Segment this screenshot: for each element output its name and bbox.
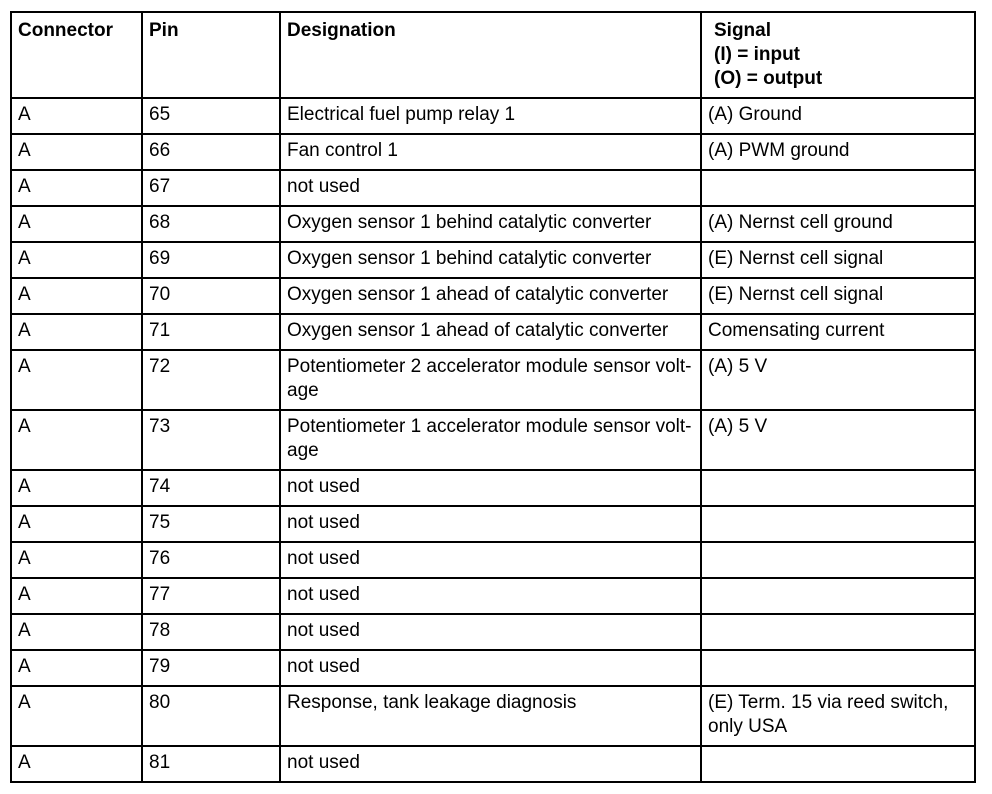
cell-connector: A xyxy=(11,614,142,650)
table-row xyxy=(11,98,975,134)
cell-signal: (E) Nernst cell signal xyxy=(701,278,975,314)
header-designation: Designation xyxy=(280,12,701,98)
cell-designation: not used xyxy=(280,746,701,782)
cell-signal xyxy=(701,170,975,206)
table-row xyxy=(11,278,975,314)
cell-signal xyxy=(701,614,975,650)
cell-connector: A xyxy=(11,650,142,686)
header-signal-title: Signal xyxy=(714,20,772,41)
table-row xyxy=(11,746,975,782)
cell-signal xyxy=(701,470,975,506)
cell-pin: 68 xyxy=(142,206,280,242)
cell-signal: (E) Term. 15 via reed switch, only USA xyxy=(701,686,975,746)
table-row xyxy=(11,578,975,614)
cell-signal xyxy=(701,578,975,614)
cell-pin: 66 xyxy=(142,134,280,170)
table-row xyxy=(11,686,975,746)
cell-designation: Oxygen sensor 1 ahead of catalytic converter xyxy=(280,278,701,314)
table-row xyxy=(11,170,975,206)
cell-connector: A xyxy=(11,134,142,170)
cell-designation: Fan control 1 xyxy=(280,134,701,170)
header-signal-input-legend: (I) = input xyxy=(714,44,801,65)
cell-pin: 67 xyxy=(142,170,280,206)
header-pin: Pin xyxy=(142,12,280,98)
cell-designation: not used xyxy=(280,614,701,650)
cell-signal: (A) 5 V xyxy=(701,410,975,470)
cell-signal xyxy=(701,746,975,782)
table-row xyxy=(11,614,975,650)
cell-signal: (A) Ground xyxy=(701,98,975,134)
cell-signal: Comensating current xyxy=(701,314,975,350)
cell-pin: 75 xyxy=(142,506,280,542)
cell-connector: A xyxy=(11,206,142,242)
cell-pin: 72 xyxy=(142,350,280,410)
cell-pin: 71 xyxy=(142,314,280,350)
cell-connector: A xyxy=(11,578,142,614)
cell-designation: Response, tank leakage diagnosis xyxy=(280,686,701,746)
cell-designation: Potentiometer 2 accelerator module sensor volt-age xyxy=(280,350,701,410)
cell-pin: 65 xyxy=(142,98,280,134)
table-row xyxy=(11,134,975,170)
table-row xyxy=(11,242,975,278)
header-signal xyxy=(701,12,975,98)
cell-designation: not used xyxy=(280,170,701,206)
cell-pin: 69 xyxy=(142,242,280,278)
cell-connector: A xyxy=(11,278,142,314)
cell-connector: A xyxy=(11,170,142,206)
cell-signal: (A) Nernst cell ground xyxy=(701,206,975,242)
cell-connector: A xyxy=(11,746,142,782)
cell-pin: 70 xyxy=(142,278,280,314)
table-row xyxy=(11,470,975,506)
cell-signal: (A) PWM ground xyxy=(701,134,975,170)
table-row xyxy=(11,314,975,350)
cell-connector: A xyxy=(11,98,142,134)
cell-pin: 76 xyxy=(142,542,280,578)
cell-designation: not used xyxy=(280,578,701,614)
cell-connector: A xyxy=(11,506,142,542)
cell-designation: Oxygen sensor 1 ahead of catalytic converter xyxy=(280,314,701,350)
cell-connector: A xyxy=(11,470,142,506)
cell-pin: 81 xyxy=(142,746,280,782)
cell-signal xyxy=(701,506,975,542)
cell-designation: not used xyxy=(280,650,701,686)
cell-pin: 74 xyxy=(142,470,280,506)
table-row xyxy=(11,542,975,578)
cell-signal xyxy=(701,542,975,578)
cell-pin: 78 xyxy=(142,614,280,650)
cell-connector: A xyxy=(11,242,142,278)
header-signal-output-legend: (O) = output xyxy=(714,68,823,89)
table-row xyxy=(11,410,975,470)
header-connector: Connector xyxy=(11,12,142,98)
table-body xyxy=(11,98,975,782)
table-row xyxy=(11,506,975,542)
cell-connector: A xyxy=(11,410,142,470)
cell-pin: 79 xyxy=(142,650,280,686)
table-header xyxy=(11,12,975,98)
table-row xyxy=(11,206,975,242)
header-row xyxy=(11,12,975,98)
cell-pin: 73 xyxy=(142,410,280,470)
table-row xyxy=(11,350,975,410)
pin-assignment-table xyxy=(10,11,976,783)
cell-signal: (A) 5 V xyxy=(701,350,975,410)
cell-designation: Electrical fuel pump relay 1 xyxy=(280,98,701,134)
cell-connector: A xyxy=(11,350,142,410)
cell-connector: A xyxy=(11,542,142,578)
cell-designation: not used xyxy=(280,542,701,578)
cell-designation: Oxygen sensor 1 behind catalytic converter xyxy=(280,206,701,242)
cell-designation: Oxygen sensor 1 behind catalytic converter xyxy=(280,242,701,278)
cell-designation: Potentiometer 1 accelerator module sensor volt-age xyxy=(280,410,701,470)
cell-connector: A xyxy=(11,314,142,350)
cell-pin: 77 xyxy=(142,578,280,614)
cell-signal: (E) Nernst cell signal xyxy=(701,242,975,278)
cell-pin: 80 xyxy=(142,686,280,746)
cell-connector: A xyxy=(11,686,142,746)
cell-signal xyxy=(701,650,975,686)
cell-designation: not used xyxy=(280,470,701,506)
cell-designation: not used xyxy=(280,506,701,542)
table-row xyxy=(11,650,975,686)
